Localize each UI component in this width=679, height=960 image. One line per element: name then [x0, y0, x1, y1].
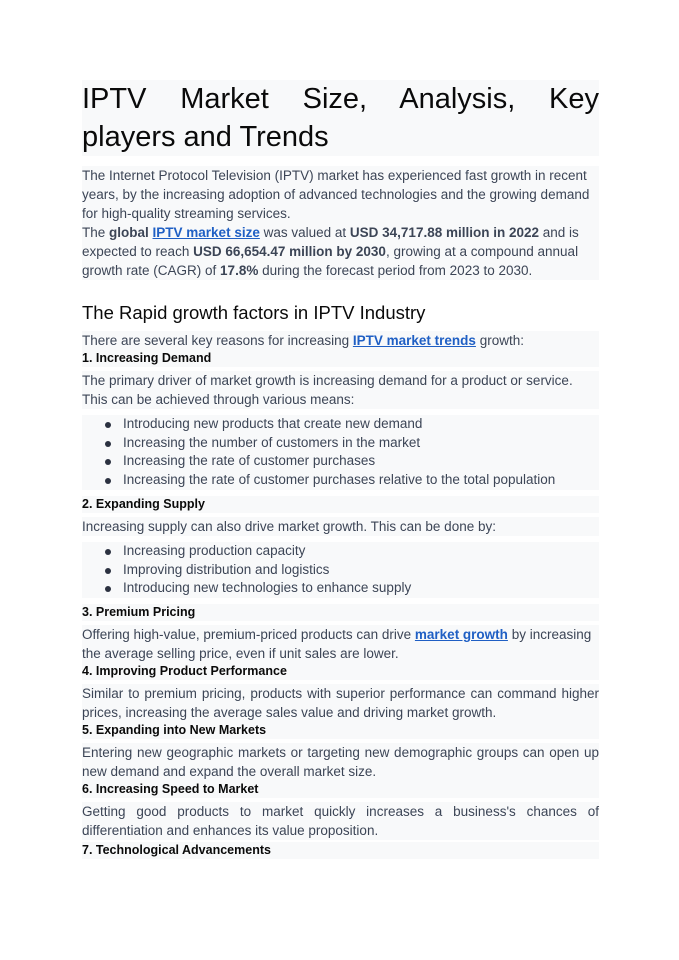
market-growth-link[interactable]: market growth [414, 626, 508, 642]
article [82, 80, 599, 859]
list-item: Increasing the rate of customer purchases relative to the total population [82, 471, 599, 490]
text-span: and is expected to reach [82, 225, 579, 259]
factor-1-bullets [82, 415, 599, 490]
iptv-market-trends-link[interactable]: IPTV market trends [352, 333, 476, 348]
factor-text-6: Getting good products to market quickly increases a business's chances of differentiation and enhances its value proposition. [82, 803, 599, 838]
value-2022: USD 34,717.88 million in 2022 [349, 225, 539, 240]
market-size-paragraph [82, 223, 599, 280]
factor-heading-6: 6. Increasing Speed to Market [82, 781, 599, 798]
list-item: Increasing production capacity [82, 542, 599, 561]
text-span: was valued at [259, 225, 350, 240]
value-2030: USD 66,654.47 million by 2030 [193, 244, 386, 259]
factor-heading-2: 2. Expanding Supply [82, 496, 599, 513]
factor-text-5: Entering new geographic markets or targeting new demographic groups can open up new demand and expand the overall market size. [82, 744, 599, 779]
title-line-2: players and Trends [82, 121, 329, 153]
list-item: Increasing the number of customers in the market [82, 434, 599, 453]
factor-text-2: Increasing supply can also drive market growth. This can be done by: [82, 517, 599, 536]
global-label: global [109, 225, 149, 240]
intro-paragraph: The Internet Protocol Television (IPTV) market has experienced fast growth in recent years, by the increasing adoption of advanced technologies and the growing demand for high-quality streaming services. [82, 166, 599, 223]
factor-text-1: The primary driver of market growth is increasing demand for a product or service. This can be achieved through various means: [82, 371, 599, 409]
factor-text-4: Similar to premium pricing, products with superior performance can command higher prices, increasing the average sales value and driving market growth. [82, 685, 599, 720]
factor-heading-4: 4. Improving Product Performance [82, 663, 599, 680]
factor-text-3 [82, 625, 599, 663]
title-line-1: IPTV Market Size, Analysis, Key [82, 83, 599, 115]
text-span: during the forecast period from 2023 to 2030. [258, 263, 533, 278]
section-heading: The Rapid growth factors in IPTV Industry [82, 302, 426, 323]
text-span: growth: [475, 333, 524, 348]
list-item: Introducing new products that create new demand [82, 415, 599, 434]
section-lead [82, 331, 599, 350]
list-item: Improving distribution and logistics [82, 561, 599, 580]
factor-heading-5: 5. Expanding into New Markets [82, 722, 599, 739]
list-item: Introducing new technologies to enhance supply [82, 579, 599, 598]
list-item: Increasing the rate of customer purchases [82, 452, 599, 471]
text-span: , growing at a compound annual growth rate (CAGR) of [82, 244, 579, 278]
iptv-market-size-link[interactable]: IPTV market size [152, 225, 260, 240]
page-title [82, 80, 599, 156]
text-span: Offering high-value, premium-priced products can drive [82, 626, 415, 642]
factor-2-bullets [82, 542, 599, 598]
factor-heading-3: 3. Premium Pricing [82, 604, 599, 621]
text-span: by increasing the average selling price, even if unit sales are lower. [82, 626, 592, 661]
text-span: There are several key reasons for increasing [82, 333, 353, 348]
factor-heading-1: 1. Increasing Demand [82, 350, 599, 367]
factor-heading-7: 7. Technological Advancements [82, 842, 599, 859]
text-span: The [82, 225, 110, 240]
cagr-value: 17.8% [220, 263, 259, 278]
